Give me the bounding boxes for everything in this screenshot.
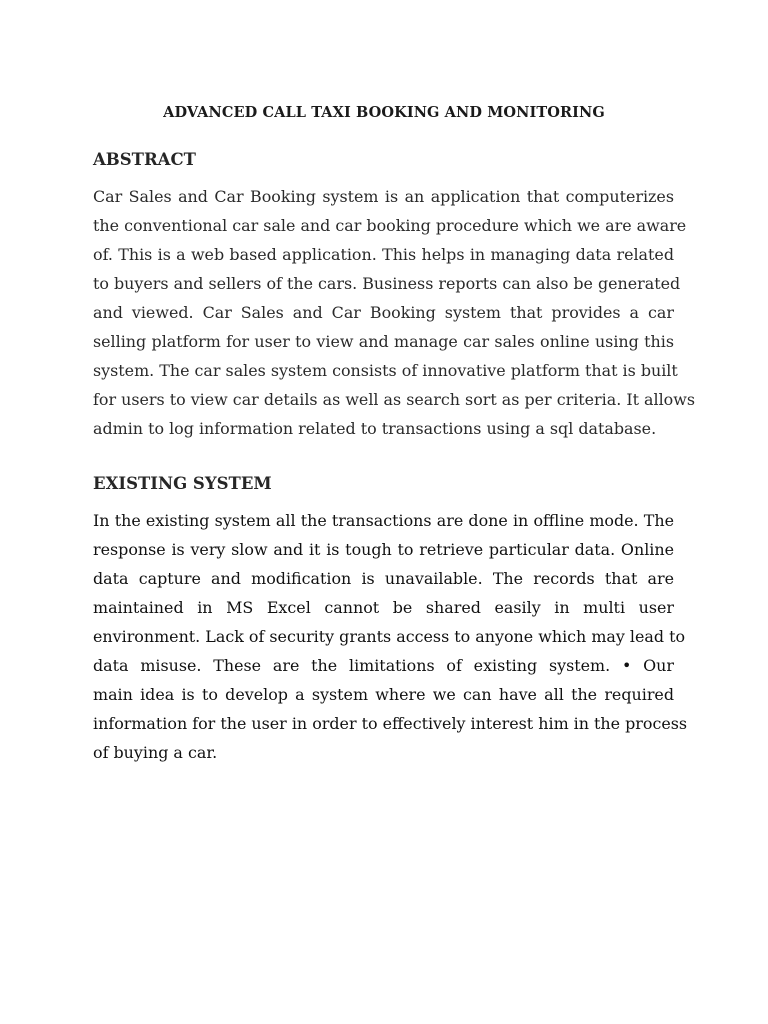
text-line: main idea is to develop a system where we can have all the required [93,685,674,704]
text-line: information for the user in order to effectively interest him in the process [93,714,688,733]
text-line: In the existing system all the transactions are done in offline mode. The [93,511,674,530]
text-line: environment. Lack of security grants access to anyone which may lead to [93,627,686,646]
text-line: maintained in MS Excel cannot be shared easily in multi user [93,598,674,617]
text-line: and viewed. Car Sales and Car Booking system that provides a car [93,303,674,322]
text-line: selling platform for user to view and manage car sales online using this [93,332,674,351]
text-line: data capture and modification is unavailable. The records that are [93,569,674,588]
text-line: for users to view car details as well as search sort as per criteria. It allows [93,390,695,409]
abstract-paragraph [93,182,695,443]
existing-system-paragraph [93,506,688,767]
text-line: data misuse. These are the limitations of existing system. • Our [93,656,674,675]
text-line: to buyers and sellers of the cars. Business reports can also be generated [93,274,681,293]
text-line: Car Sales and Car Booking system is an application that computerizes [93,187,674,206]
text-line: system. The car sales system consists of innovative platform that is built [93,361,678,380]
document-title: ADVANCED CALL TAXI BOOKING AND MONITORING [163,104,605,121]
text-line: of buying a car. [93,743,218,762]
text-line: the conventional car sale and car booking procedure which we are aware [93,216,687,235]
text-line: response is very slow and it is tough to retrieve particular data. Online [93,540,674,559]
abstract-heading: ABSTRACT [93,150,196,169]
existing-system-heading: EXISTING SYSTEM [93,474,272,493]
text-line: admin to log information related to transactions using a sql database. [93,419,657,438]
text-line: of. This is a web based application. This helps in managing data related [93,245,674,264]
